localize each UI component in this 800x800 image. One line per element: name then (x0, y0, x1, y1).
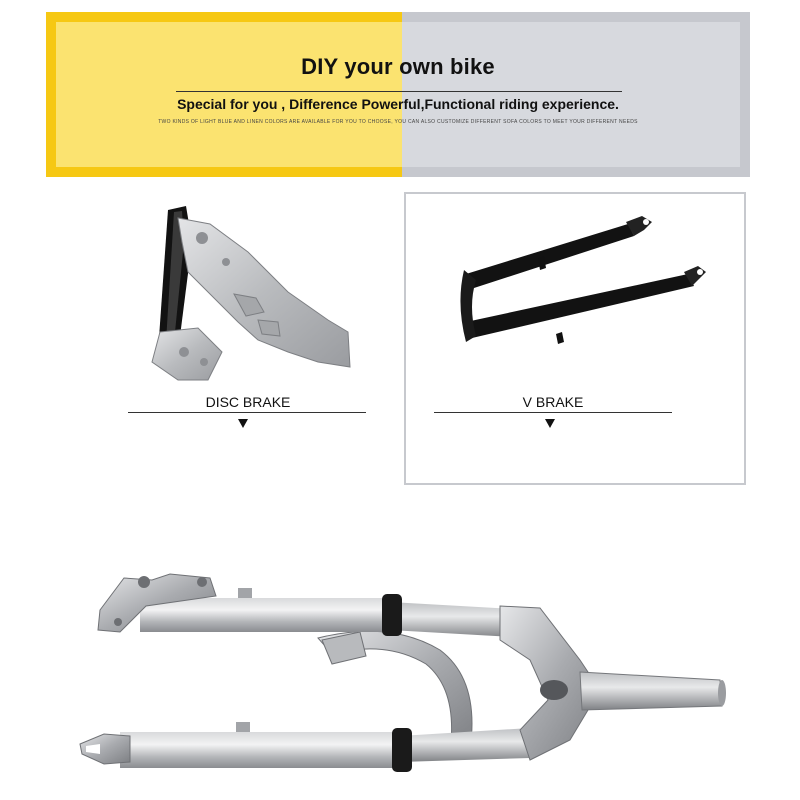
v-brake-label: V BRAKE (522, 394, 584, 410)
arrow-down-icon (238, 419, 248, 428)
disc-brake-fork-image (138, 202, 368, 382)
v-brake-divider (434, 412, 672, 413)
banner-title: DIY your own bike (301, 54, 495, 79)
banner-subtitle: Special for you , Difference Powerful,Functional riding experience. (177, 96, 619, 112)
option-v-brake[interactable] (404, 192, 746, 485)
banner-fine-print: TWO KINDS OF LIGHT BLUE AND LINEN COLORS ARE AVAILABLE FOR YOU TO CHOOSE, YOU CAN ALSO CUSTOMIZE DIFFERENT SOFA COLORS TO MEET YOUR DIFFERENT NEEDS (158, 119, 638, 125)
option-disc-brake[interactable] (126, 192, 370, 485)
banner-grey-inner (402, 22, 740, 167)
v-brake-fork-image (458, 214, 708, 364)
banner (46, 12, 750, 177)
banner-divider (176, 91, 622, 92)
banner-yellow-block (46, 12, 402, 177)
suspension-fork-image (60, 540, 740, 795)
disc-brake-label: DISC BRAKE (205, 394, 291, 410)
disc-brake-divider (128, 412, 366, 413)
banner-grey-block (402, 12, 750, 177)
arrow-down-icon (545, 419, 555, 428)
banner-yellow-inner (56, 22, 402, 167)
